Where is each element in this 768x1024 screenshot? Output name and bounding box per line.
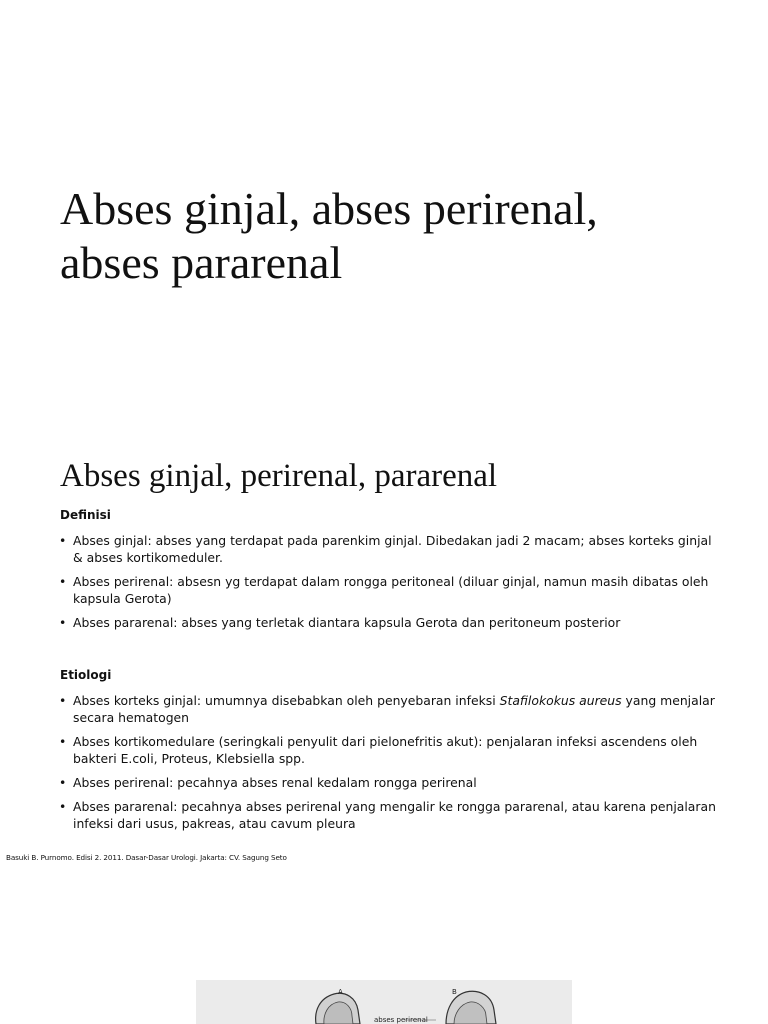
figure-caption-label: abses perirenal bbox=[374, 1016, 428, 1024]
bullet-icon: • bbox=[59, 734, 67, 749]
list-item: • Abses pararenal: abses yang terletak diantara kapsula Gerota dan peritoneum posterior bbox=[59, 615, 621, 630]
list-item: • Abses perirenal: absesn yg terdapat dalam rongga peritoneal (diluar ginjal, namun masih dibatas oleh kapsula Gerota) bbox=[59, 574, 709, 606]
content-slide-title: Abses ginjal, perirenal, pararenal bbox=[60, 458, 498, 494]
citation: Basuki B. Purnomo. Edisi 2. 2011. Dasar-Dasar Urologi. Jakarta: CV. Sagung Seto bbox=[6, 853, 287, 862]
kidney-abscess-figure bbox=[196, 980, 572, 1024]
slide-title-line-2: abses pararenal bbox=[60, 237, 343, 288]
etiologi-heading: Etiologi bbox=[60, 668, 112, 682]
bullet-icon: • bbox=[59, 799, 67, 814]
list-item: • Abses kortikomedulare (seringkali penyulit dari pielonefritis akut): penjalaran infeksi ascendens oleh bakteri E.coli, Proteus, Klebsiella spp. bbox=[59, 734, 698, 766]
bullet-icon: • bbox=[59, 775, 67, 790]
bullet-icon: • bbox=[59, 615, 67, 630]
definisi-heading: Definisi bbox=[60, 508, 111, 522]
slide-title-line-1: Abses ginjal, abses perirenal, bbox=[60, 183, 598, 234]
bullet-icon: • bbox=[59, 693, 67, 708]
definisi-list bbox=[57, 532, 717, 638]
etiologi-list bbox=[57, 692, 717, 839]
figure-label-a: A bbox=[338, 988, 343, 996]
list-item: • Abses korteks ginjal: umumnya disebabkan oleh penyebaran infeksi Stafilokokus aureus yang menjalar secara hematogen bbox=[59, 693, 715, 725]
bullet-icon: • bbox=[59, 533, 67, 548]
list-item: • Abses perirenal: pecahnya abses renal kedalam rongga perirenal bbox=[59, 775, 477, 790]
bullet-icon: • bbox=[59, 574, 67, 589]
figure-label-b: B bbox=[452, 988, 457, 996]
list-item: • Abses pararenal: pecahnya abses perirenal yang mengalir ke rongga pararenal, atau karena penjalaran infeksi dari usus, pakreas, atau cavum pleura bbox=[59, 799, 716, 831]
list-item: • Abses ginjal: abses yang terdapat pada parenkim ginjal. Dibedakan jadi 2 macam; abses korteks ginjal & abses kortikomeduler. bbox=[59, 533, 712, 565]
slide-title bbox=[60, 182, 720, 290]
